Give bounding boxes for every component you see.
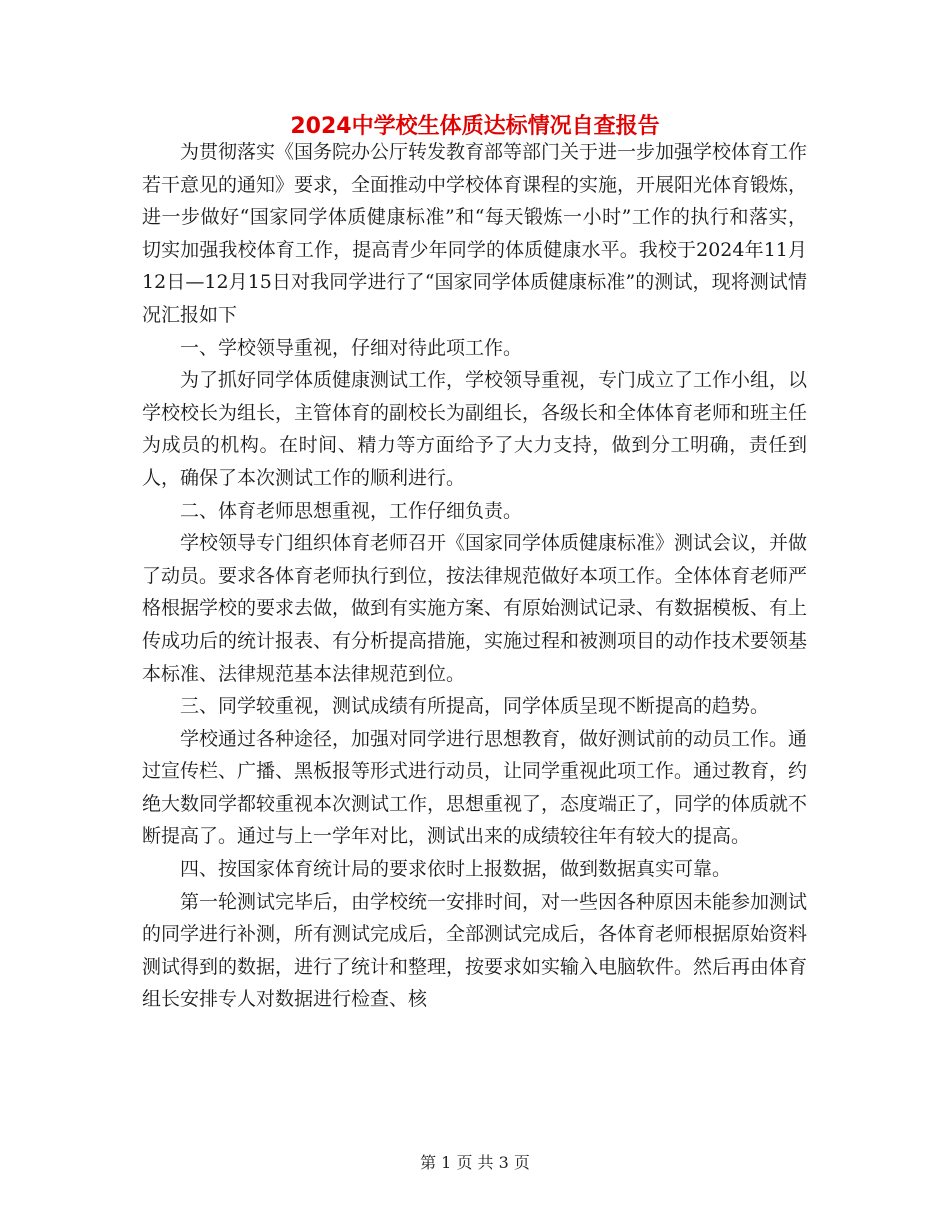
paragraph-section-2: 学校领导专门组织体育老师召开《国家同学体质健康标准》测试会议，并做了动员。要求各体育老师执行到位，按法律规范做好本项工作。全体体育老师严格根据学校的要求去做，做到有实施方案、有原始测试记录、有数据模板、有上传成功后的统计报表、有分析提高措施，实施过程和被测项目的动作技术要领基本标准、法律规范基本法律规范到位。	[142, 532, 808, 685]
paragraph-section-3: 学校通过各种途径，加强对同学进行思想教育，做好测试前的动员工作。通过宣传栏、广播、黑板报等形式进行动员，让同学重视此项工作。通过教育，约绝大数同学都较重视本次测试工作，思想重视了，态度端正了，同学的体质就不断提高了。通过与上一学年对比，测试出来的成绩较往年有较大的提高。	[142, 727, 808, 848]
section-heading-4: 四、按国家体育统计局的要求依时上报数据，做到数据真实可靠。	[180, 858, 732, 881]
section-heading-1: 一、学校领导重视，仔细对待此项工作。	[180, 336, 523, 359]
paragraph-section-1: 为了抓好同学体质健康测试工作，学校领导重视，专门成立了工作小组，以学校校长为组长，主管体育的副校长为副组长，各级长和全体体育老师和班主任为成员的机构。在时间、精力等方面给予了大力支持，做到分工明确，责任到人，确保了本次测试工作的顺利进行。	[142, 369, 808, 489]
page-title: 2024中学校生体质达标情况自查报告	[290, 114, 660, 139]
paragraph-intro: 为贯彻落实《国务院办公厅转发教育部等部门关于进一步加强学校体育工作若干意见的通知》要求，全面推动中学校体育课程的实施，开展阳光体育锻炼，进一步做好“国家同学体质健康标准”和“每天锻炼一小时”工作的执行和落实，切实加强我校体育工作，提高青少年同学的体质健康水平。我校于2024年11月12日—12月15日对我同学进行了“国家同学体质健康标准”的测试，现将测试情况汇报如下	[142, 141, 808, 326]
document-body	[142, 136, 807, 1016]
section-heading-2: 二、体育老师思想重视，工作仔细负责。	[180, 499, 523, 522]
page-number-footer: 第 1 页 共 3 页	[420, 1153, 530, 1172]
section-heading-3: 三、同学较重视，测试成绩有所提高，同学体质呈现不断提高的趋势。	[180, 695, 770, 718]
paragraph-section-4: 第一轮测试完毕后，由学校统一安排时间，对一些因各种原因未能参加测试的同学进行补测，所有测试完成后，全部测试完成后，各体育老师根据原始资料测试得到的数据，进行了统计和整理，按要求如实输入电脑软件。然后再由体育组长安排专人对数据进行检查、核	[142, 890, 808, 1011]
